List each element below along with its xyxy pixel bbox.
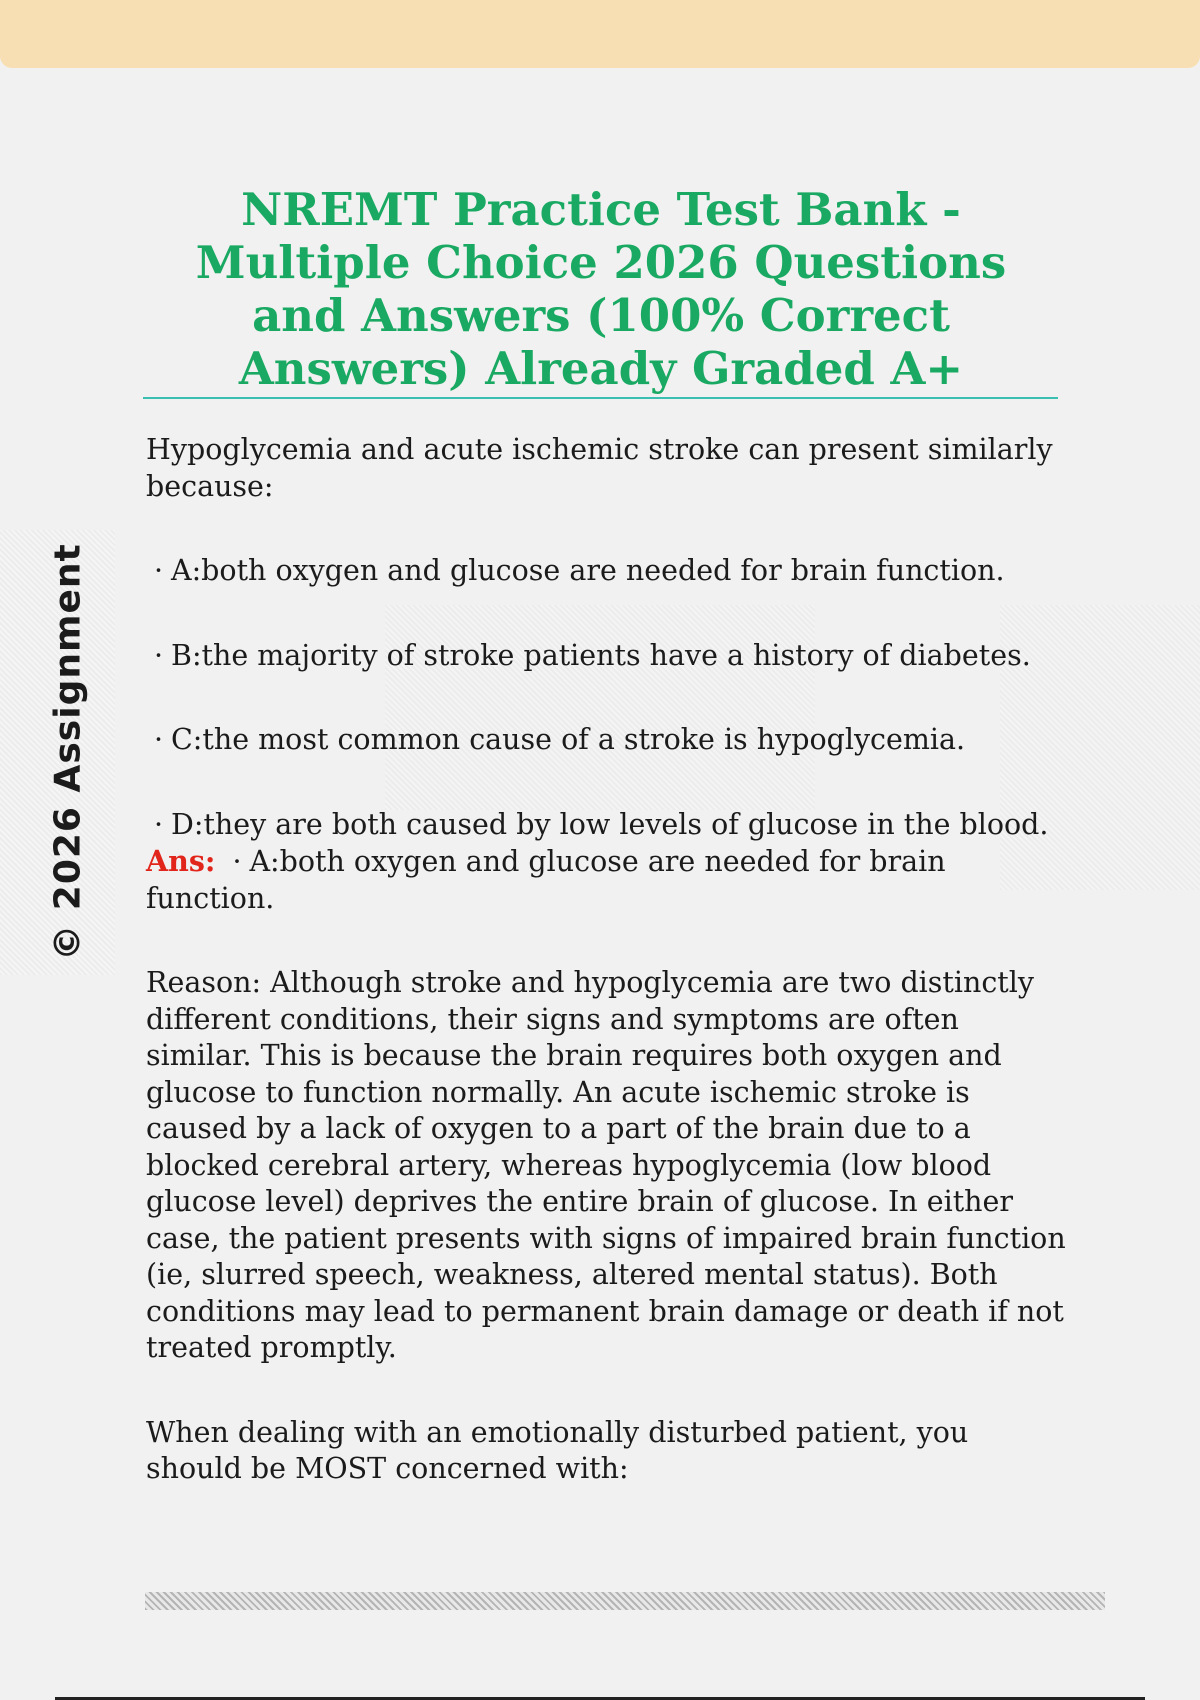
option-a [146, 553, 1066, 590]
bullet-icon: · [153, 554, 164, 587]
correct-answer [146, 843, 1066, 917]
answer-rationale: Reason: Although stroke and hypoglycemia are two distinctly different conditions, their signs and symptoms are often similar. This is because the brain requires both oxygen and glucose to function normally. An acute ischemic stroke is caused by a lack of oxygen to a part of the brain due to a blocked cerebral artery, whereas hypoglycemia (low blood glucose level) deprives the entire brain of glucose. In either case, the patient presents with signs of impaired brain function (ie, slurred speech, weakness, altered mental status). Both conditions may lead to permanent brain damage or death if not treated promptly. [146, 966, 1066, 1364]
question-text: When dealing with an emotionally disturbed patient, you should be MOST concerned with: [146, 1415, 969, 1485]
copyright-watermark: © 2026 Assignment [47, 543, 89, 961]
redacted-bar [145, 1592, 1105, 1610]
bullet-icon: · [153, 638, 164, 672]
bullet-icon: · [153, 807, 164, 841]
bullet-icon: · [153, 723, 164, 756]
question-content [146, 432, 1066, 1536]
answer-text: A:both oxygen and glucose are needed for brain function. [146, 845, 946, 915]
bullet-icon: · [232, 845, 242, 878]
option-text: A:both oxygen and glucose are needed for brain function. [171, 554, 1005, 587]
option-c [146, 722, 1066, 759]
document-title: NREMT Practice Test Bank - Multiple Choice 2026 Questions and Answers (100% Correct Answers) Already Graded A+ [195, 183, 1007, 395]
option-d [146, 807, 1066, 844]
title-divider [143, 397, 1058, 399]
answer-options [146, 553, 1066, 843]
answer-label: Ans: [146, 844, 216, 878]
option-text: C:the most common cause of a stroke is hypoglycemia. [171, 723, 966, 756]
option-text: B:the majority of stroke patients have a history of diabetes. [171, 638, 1031, 672]
option-b [146, 638, 1066, 675]
option-text: D:they are both caused by low levels of glucose in the blood. [171, 807, 1049, 841]
top-banner [0, 0, 1200, 68]
question-text: Hypoglycemia and acute ischemic stroke can present similarly because: [146, 433, 1053, 503]
